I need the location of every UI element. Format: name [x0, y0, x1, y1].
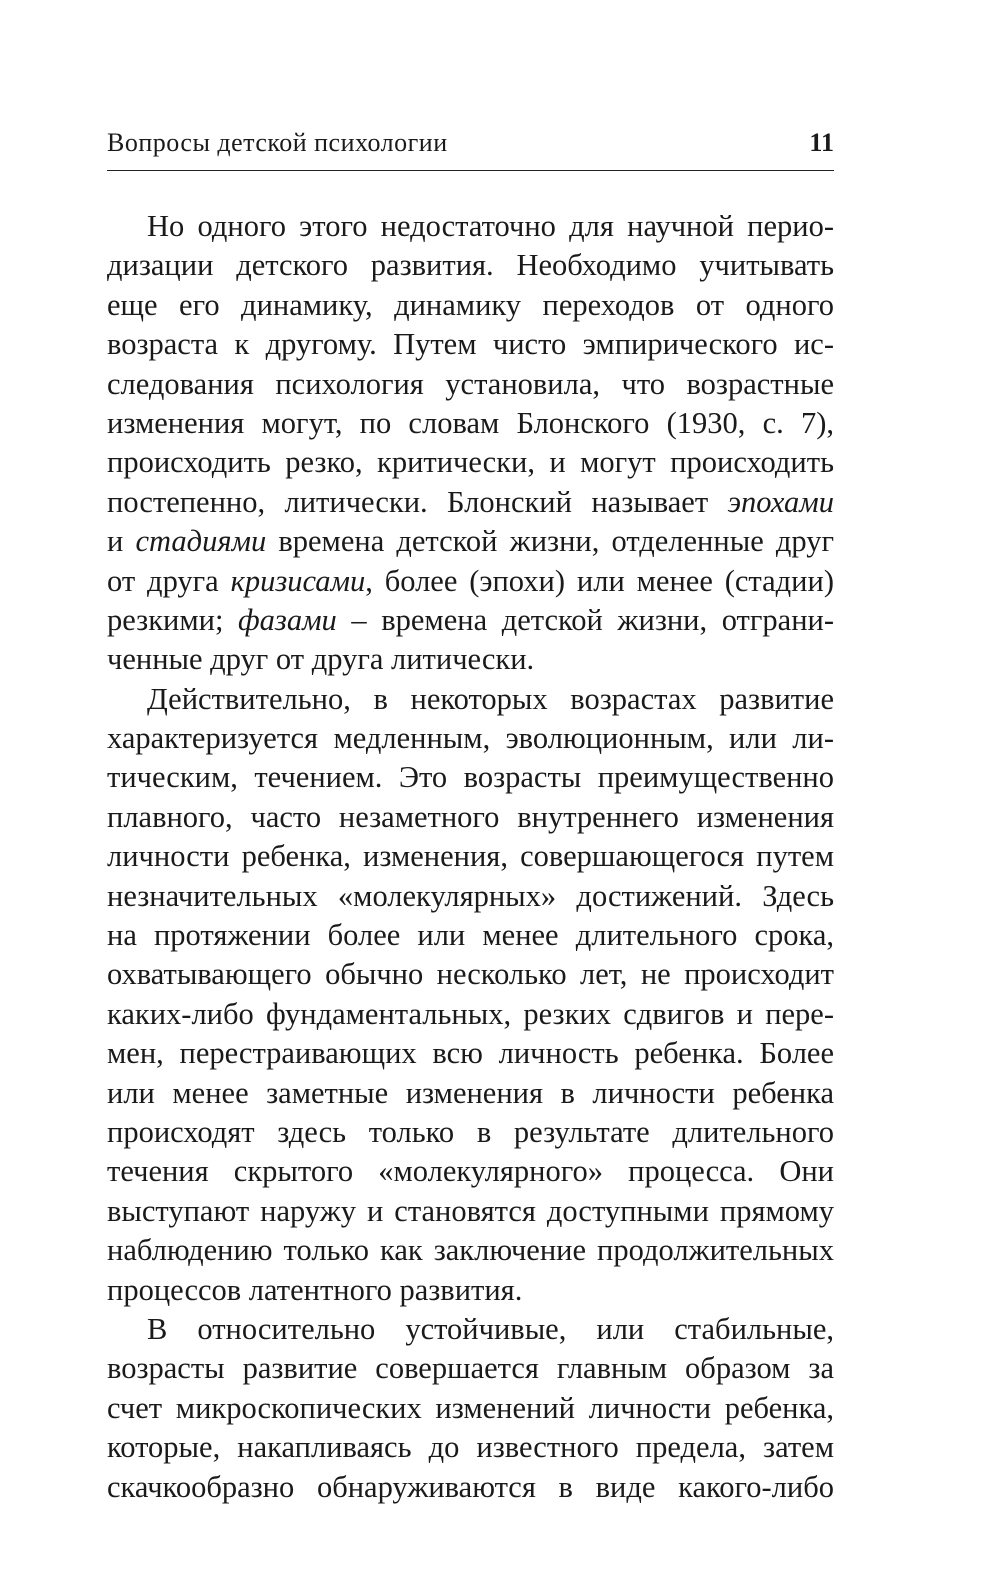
text-line: личности ребенка, изменения, совершающегося путем — [107, 839, 834, 874]
text-line: или менее заметные изменения в личности ребенка — [107, 1075, 834, 1110]
text-line: выступают наружу и становятся доступными прямому — [107, 1193, 834, 1228]
text-line: возрасты развитие совершается главным образом за — [107, 1351, 834, 1386]
running-head — [107, 128, 834, 160]
text-line: скачкообразно обнаруживаются в виде какого-либо — [107, 1469, 834, 1504]
paragraph-1 — [107, 207, 834, 680]
text-line: незначительных «молекулярных» достижений. Здесь — [107, 878, 834, 913]
paragraph-3 — [107, 1310, 834, 1507]
text-fragment: – времена детской жизни, отграни- — [336, 602, 834, 637]
text-line: следования психология установила, что возрастные — [107, 366, 834, 401]
italic-term: кризисами — [230, 563, 366, 598]
text-line: тическим, течением. Это возрасты преимущественно — [107, 760, 834, 795]
text-line: происходить резко, критически, и могут происходить — [107, 445, 834, 480]
text-line: мен, перестраивающих всю личность ребенка. Более — [107, 1036, 834, 1071]
text-line — [107, 601, 834, 640]
text-line: В относительно устойчивые, или стабильные, — [147, 1311, 834, 1346]
text-line: плавного, часто незаметного внутреннего изменения — [107, 799, 834, 834]
running-title: Вопросы детской психологии — [107, 128, 448, 157]
text-line: счет микроскопических изменений личности ребенка, — [107, 1390, 834, 1425]
text-line: дизации детского развития. Необходимо учитывать — [107, 248, 834, 283]
text-line: изменения могут, по словам Блонского (1930, с. 7), — [107, 405, 834, 440]
italic-term: стадиями — [135, 524, 267, 559]
text-fragment: и — [107, 524, 136, 559]
text-line: Действительно, в некоторых возрастах развитие — [147, 681, 834, 716]
text-fragment: , более (эпохи) или менее (стадии) — [365, 563, 834, 598]
text-line: Но одного этого недостаточно для научной перио- — [147, 209, 834, 243]
text-line: ченные друг от друга литически. — [107, 642, 535, 677]
text-fragment: постепенно, литически. Блонский называет — [107, 484, 728, 519]
paragraph-2 — [107, 680, 834, 1310]
text-line: каких-либо фундаментальных, резких сдвигов и пере- — [107, 996, 834, 1031]
text-line: происходят здесь только в результате длительного — [107, 1114, 834, 1149]
text-line — [107, 483, 834, 522]
text-fragment: от друга — [107, 563, 231, 598]
body-text — [107, 207, 834, 1507]
text-line: процессов латентного развития. — [107, 1272, 523, 1307]
header-rule — [107, 170, 834, 171]
page-number: 11 — [809, 128, 834, 157]
text-line: возраста к другому. Путем чисто эмпирического ис- — [107, 327, 834, 362]
text-line — [107, 562, 834, 601]
text-line: которые, накапливаясь до известного предела, затем — [107, 1430, 834, 1465]
text-fragment: времена детской жизни, отделенные друг — [266, 524, 834, 559]
text-line — [107, 522, 834, 561]
italic-term: эпохами — [727, 484, 834, 519]
text-line: характеризуется медленным, эволюционным, или ли- — [107, 721, 834, 756]
text-line: наблюдению только как заключение продолжительных — [107, 1233, 834, 1268]
text-line: на протяжении более или менее длительного срока, — [107, 918, 834, 953]
italic-term: фазами — [238, 602, 337, 637]
text-line: еще его динамику, динамику переходов от одного — [107, 287, 834, 322]
text-line: течения скрытого «молекулярного» процесса. Они — [107, 1154, 834, 1189]
text-line: охватывающего обычно несколько лет, не происходит — [107, 957, 834, 992]
text-fragment: резкими; — [107, 602, 239, 637]
